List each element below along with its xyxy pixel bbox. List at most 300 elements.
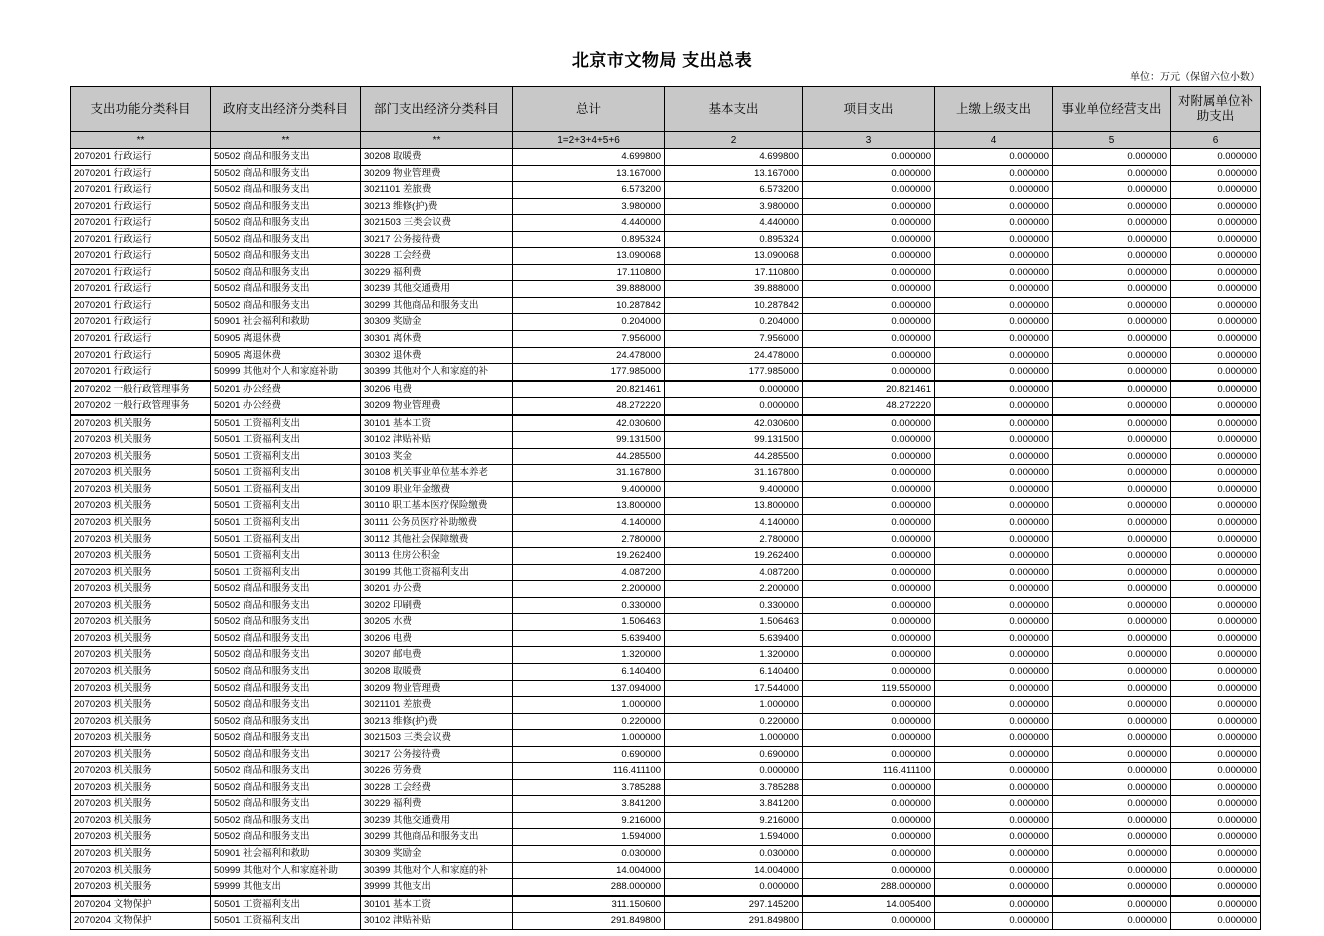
cell-amount: 1.000000 xyxy=(513,730,665,747)
cell-amount: 0.000000 xyxy=(803,182,935,199)
cell-amount: 0.000000 xyxy=(935,796,1053,813)
cell-amount: 0.000000 xyxy=(1053,862,1171,879)
cell-amount: 0.000000 xyxy=(803,465,935,482)
cell-category: 50502 商品和服务支出 xyxy=(211,248,361,265)
table-row xyxy=(71,896,1261,913)
cell-amount: 48.272220 xyxy=(803,398,935,415)
cell-amount: 13.090068 xyxy=(513,248,665,265)
cell-category: 30213 维修(护)费 xyxy=(361,198,513,215)
cell-amount: 3.980000 xyxy=(513,198,665,215)
cell-amount: 0.000000 xyxy=(803,198,935,215)
cell-category: 50502 商品和服务支出 xyxy=(211,215,361,232)
cell-amount: 0.000000 xyxy=(935,149,1053,166)
cell-amount: 0.000000 xyxy=(935,415,1053,432)
cell-amount: 0.000000 xyxy=(1171,481,1261,498)
cell-amount: 119.550000 xyxy=(803,680,935,697)
cell-amount: 0.330000 xyxy=(665,597,803,614)
cell-amount: 0.000000 xyxy=(1053,231,1171,248)
cell-amount: 0.000000 xyxy=(1171,248,1261,265)
cell-amount: 0.895324 xyxy=(665,231,803,248)
column-header: 事业单位经营支出 xyxy=(1053,87,1171,132)
cell-amount: 48.272220 xyxy=(513,398,665,415)
column-header: 支出功能分类科目 xyxy=(71,87,211,132)
cell-amount: 0.000000 xyxy=(935,564,1053,581)
cell-amount: 1.506463 xyxy=(665,614,803,631)
cell-amount: 0.000000 xyxy=(1053,448,1171,465)
cell-category: 50502 商品和服务支出 xyxy=(211,680,361,697)
cell-amount: 0.000000 xyxy=(1171,149,1261,166)
cell-amount: 0.000000 xyxy=(1053,746,1171,763)
cell-amount: 0.000000 xyxy=(803,630,935,647)
cell-amount: 0.000000 xyxy=(935,597,1053,614)
cell-category: 50201 办公经费 xyxy=(211,398,361,415)
cell-amount: 0.000000 xyxy=(803,862,935,879)
cell-amount: 0.000000 xyxy=(1053,564,1171,581)
cell-category: 50502 商品和服务支出 xyxy=(211,730,361,747)
cell-amount: 0.000000 xyxy=(803,231,935,248)
cell-category: 2070203 机关服务 xyxy=(71,415,211,432)
cell-amount: 0.000000 xyxy=(665,763,803,780)
cell-amount: 0.000000 xyxy=(1053,481,1171,498)
cell-amount: 0.000000 xyxy=(1053,630,1171,647)
cell-amount: 0.000000 xyxy=(1053,331,1171,348)
cell-amount: 0.000000 xyxy=(935,248,1053,265)
cell-category: 30113 住房公积金 xyxy=(361,548,513,565)
cell-amount: 0.000000 xyxy=(1053,581,1171,598)
cell-amount: 1.000000 xyxy=(513,697,665,714)
table-row xyxy=(71,862,1261,879)
cell-category: 50502 商品和服务支出 xyxy=(211,663,361,680)
cell-category: 30226 劳务费 xyxy=(361,763,513,780)
cell-category: 50502 商品和服务支出 xyxy=(211,297,361,314)
cell-category: 50502 商品和服务支出 xyxy=(211,231,361,248)
cell-amount: 10.287842 xyxy=(665,297,803,314)
cell-category: 50501 工资福利支出 xyxy=(211,564,361,581)
cell-amount: 0.000000 xyxy=(803,913,935,930)
cell-amount: 1.594000 xyxy=(665,829,803,846)
table-row xyxy=(71,697,1261,714)
cell-amount: 0.000000 xyxy=(803,347,935,364)
table-header-row-numbers xyxy=(71,132,1261,149)
cell-category: 2070203 机关服务 xyxy=(71,713,211,730)
cell-amount: 0.000000 xyxy=(1171,281,1261,298)
cell-category: 2070201 行政运行 xyxy=(71,297,211,314)
cell-amount: 10.287842 xyxy=(513,297,665,314)
cell-category: 50502 商品和服务支出 xyxy=(211,264,361,281)
cell-amount: 0.000000 xyxy=(935,481,1053,498)
cell-amount: 0.000000 xyxy=(1053,697,1171,714)
cell-amount: 0.000000 xyxy=(935,763,1053,780)
cell-category: 2070203 机关服务 xyxy=(71,763,211,780)
table-row xyxy=(71,779,1261,796)
cell-amount: 0.000000 xyxy=(803,713,935,730)
cell-category: 2070203 机关服务 xyxy=(71,614,211,631)
cell-amount: 0.000000 xyxy=(935,432,1053,449)
cell-category: 2070203 机关服务 xyxy=(71,597,211,614)
cell-amount: 0.000000 xyxy=(935,845,1053,862)
table-row xyxy=(71,331,1261,348)
cell-amount: 0.000000 xyxy=(1053,465,1171,482)
cell-amount: 288.000000 xyxy=(513,879,665,896)
table-row xyxy=(71,149,1261,166)
cell-amount: 13.800000 xyxy=(513,498,665,515)
cell-amount: 0.000000 xyxy=(1053,680,1171,697)
cell-amount: 0.000000 xyxy=(1171,381,1261,398)
cell-amount: 0.000000 xyxy=(1171,331,1261,348)
cell-category: 30309 奖励金 xyxy=(361,314,513,331)
table-row xyxy=(71,614,1261,631)
cell-amount: 20.821461 xyxy=(803,381,935,398)
cell-category: 50502 商品和服务支出 xyxy=(211,647,361,664)
cell-category: 50905 离退休费 xyxy=(211,347,361,364)
cell-category: 50501 工资福利支出 xyxy=(211,432,361,449)
cell-amount: 4.140000 xyxy=(513,515,665,532)
cell-amount: 99.131500 xyxy=(665,432,803,449)
cell-amount: 0.000000 xyxy=(1171,448,1261,465)
cell-category: 2070203 机关服务 xyxy=(71,796,211,813)
cell-amount: 0.000000 xyxy=(1053,215,1171,232)
cell-amount: 24.478000 xyxy=(513,347,665,364)
cell-amount: 0.000000 xyxy=(1171,548,1261,565)
cell-amount: 288.000000 xyxy=(803,879,935,896)
table-row xyxy=(71,564,1261,581)
cell-amount: 0.000000 xyxy=(1171,165,1261,182)
cell-amount: 7.956000 xyxy=(665,331,803,348)
cell-amount: 4.140000 xyxy=(665,515,803,532)
cell-amount: 0.000000 xyxy=(803,730,935,747)
cell-category: 30103 奖金 xyxy=(361,448,513,465)
cell-category: 30217 公务接待费 xyxy=(361,231,513,248)
cell-amount: 0.000000 xyxy=(1171,465,1261,482)
column-formula: 1=2+3+4+5+6 xyxy=(513,132,665,149)
cell-amount: 0.000000 xyxy=(803,415,935,432)
cell-category: 2070203 机关服务 xyxy=(71,663,211,680)
cell-amount: 0.000000 xyxy=(935,165,1053,182)
column-formula: ** xyxy=(71,132,211,149)
cell-amount: 0.000000 xyxy=(1053,364,1171,381)
cell-amount: 0.000000 xyxy=(935,879,1053,896)
cell-amount: 0.000000 xyxy=(1053,165,1171,182)
cell-amount: 0.000000 xyxy=(1171,297,1261,314)
cell-amount: 0.000000 xyxy=(1171,845,1261,862)
cell-category: 30201 办公费 xyxy=(361,581,513,598)
cell-category: 2070203 机关服务 xyxy=(71,829,211,846)
table-row xyxy=(71,879,1261,896)
cell-amount: 0.000000 xyxy=(1053,896,1171,913)
cell-category: 2070203 机关服务 xyxy=(71,680,211,697)
column-header: 上缴上级支出 xyxy=(935,87,1053,132)
column-header: 项目支出 xyxy=(803,87,935,132)
cell-amount: 0.000000 xyxy=(935,614,1053,631)
cell-amount: 0.000000 xyxy=(803,515,935,532)
cell-amount: 4.087200 xyxy=(665,564,803,581)
cell-category: 30109 职业年金缴费 xyxy=(361,481,513,498)
cell-category: 30208 取暖费 xyxy=(361,663,513,680)
cell-category: 3021101 差旅费 xyxy=(361,182,513,199)
cell-amount: 6.140400 xyxy=(665,663,803,680)
cell-amount: 6.573200 xyxy=(665,182,803,199)
cell-category: 2070203 机关服务 xyxy=(71,564,211,581)
cell-amount: 4.087200 xyxy=(513,564,665,581)
cell-category: 50901 社会福利和救助 xyxy=(211,845,361,862)
cell-amount: 0.000000 xyxy=(935,398,1053,415)
cell-amount: 2.780000 xyxy=(513,531,665,548)
cell-amount: 0.000000 xyxy=(935,182,1053,199)
cell-category: 2070203 机关服务 xyxy=(71,697,211,714)
table-row xyxy=(71,498,1261,515)
cell-category: 2070203 机关服务 xyxy=(71,432,211,449)
cell-amount: 116.411100 xyxy=(513,763,665,780)
cell-amount: 0.000000 xyxy=(1171,663,1261,680)
cell-amount: 0.000000 xyxy=(1171,680,1261,697)
cell-category: 2070203 机关服务 xyxy=(71,630,211,647)
cell-category: 50502 商品和服务支出 xyxy=(211,281,361,298)
cell-amount: 9.400000 xyxy=(665,481,803,498)
table-row xyxy=(71,465,1261,482)
page-title: 北京市文物局 支出总表 xyxy=(571,51,753,70)
cell-amount: 0.000000 xyxy=(935,581,1053,598)
cell-amount: 0.000000 xyxy=(665,398,803,415)
table-row xyxy=(71,812,1261,829)
cell-amount: 19.262400 xyxy=(513,548,665,565)
cell-category: 50502 商品和服务支出 xyxy=(211,165,361,182)
cell-category: 50901 社会福利和救助 xyxy=(211,314,361,331)
cell-amount: 0.000000 xyxy=(935,896,1053,913)
cell-category: 2070201 行政运行 xyxy=(71,149,211,166)
cell-amount: 17.110800 xyxy=(665,264,803,281)
cell-amount: 1.506463 xyxy=(513,614,665,631)
cell-category: 2070204 文物保护 xyxy=(71,896,211,913)
cell-category: 3021101 差旅费 xyxy=(361,697,513,714)
cell-category: 50905 离退休费 xyxy=(211,331,361,348)
cell-amount: 0.000000 xyxy=(803,432,935,449)
cell-amount: 1.320000 xyxy=(513,647,665,664)
cell-category: 30399 其他对个人和家庭的补 xyxy=(361,364,513,381)
cell-category: 50502 商品和服务支出 xyxy=(211,597,361,614)
cell-amount: 20.821461 xyxy=(513,381,665,398)
cell-amount: 0.000000 xyxy=(803,663,935,680)
cell-amount: 0.000000 xyxy=(803,297,935,314)
column-formula: 5 xyxy=(1053,132,1171,149)
cell-amount: 13.167000 xyxy=(513,165,665,182)
cell-amount: 3.785288 xyxy=(665,779,803,796)
table-row xyxy=(71,763,1261,780)
cell-amount: 0.000000 xyxy=(935,314,1053,331)
cell-category: 50501 工资福利支出 xyxy=(211,448,361,465)
table-row xyxy=(71,829,1261,846)
expenditure-table xyxy=(70,86,1261,930)
cell-amount: 0.000000 xyxy=(935,647,1053,664)
cell-category: 2070201 行政运行 xyxy=(71,264,211,281)
cell-category: 30309 奖励金 xyxy=(361,845,513,862)
cell-category: 3021503 三类会议费 xyxy=(361,730,513,747)
cell-amount: 44.285500 xyxy=(513,448,665,465)
cell-category: 30112 其他社会保障缴费 xyxy=(361,531,513,548)
cell-amount: 0.000000 xyxy=(935,465,1053,482)
cell-category: 50201 办公经费 xyxy=(211,381,361,398)
cell-amount: 3.980000 xyxy=(665,198,803,215)
cell-category: 30209 物业管理费 xyxy=(361,680,513,697)
cell-amount: 6.140400 xyxy=(513,663,665,680)
cell-category: 2070203 机关服务 xyxy=(71,879,211,896)
cell-amount: 0.000000 xyxy=(935,548,1053,565)
cell-amount: 0.000000 xyxy=(1171,812,1261,829)
cell-amount: 0.000000 xyxy=(803,448,935,465)
cell-category: 30239 其他交通费用 xyxy=(361,812,513,829)
cell-amount: 0.000000 xyxy=(1053,347,1171,364)
cell-amount: 0.000000 xyxy=(935,448,1053,465)
table-row xyxy=(71,264,1261,281)
cell-amount: 1.320000 xyxy=(665,647,803,664)
cell-category: 50501 工资福利支出 xyxy=(211,913,361,930)
cell-amount: 0.000000 xyxy=(1053,812,1171,829)
cell-amount: 5.639400 xyxy=(665,630,803,647)
cell-amount: 0.000000 xyxy=(1053,498,1171,515)
cell-amount: 0.000000 xyxy=(1171,198,1261,215)
cell-amount: 0.000000 xyxy=(1171,697,1261,714)
cell-amount: 0.000000 xyxy=(1053,763,1171,780)
cell-category: 2070203 机关服务 xyxy=(71,647,211,664)
cell-amount: 0.000000 xyxy=(803,697,935,714)
cell-amount: 0.000000 xyxy=(803,364,935,381)
table-row xyxy=(71,730,1261,747)
cell-category: 30217 公务接待费 xyxy=(361,746,513,763)
cell-category: 30207 邮电费 xyxy=(361,647,513,664)
cell-amount: 0.000000 xyxy=(803,498,935,515)
table-row xyxy=(71,314,1261,331)
cell-amount: 0.690000 xyxy=(513,746,665,763)
cell-category: 50502 商品和服务支出 xyxy=(211,581,361,598)
column-header: 政府支出经济分类科目 xyxy=(211,87,361,132)
cell-category: 30399 其他对个人和家庭的补 xyxy=(361,862,513,879)
cell-amount: 1.594000 xyxy=(513,829,665,846)
table-row xyxy=(71,913,1261,930)
cell-amount: 0.000000 xyxy=(935,231,1053,248)
cell-amount: 4.699800 xyxy=(513,149,665,166)
table-row xyxy=(71,515,1261,532)
cell-amount: 13.800000 xyxy=(665,498,803,515)
cell-category: 2070203 机关服务 xyxy=(71,448,211,465)
cell-category: 30229 福利费 xyxy=(361,796,513,813)
cell-amount: 0.000000 xyxy=(935,730,1053,747)
cell-amount: 0.000000 xyxy=(1053,845,1171,862)
cell-category: 30213 维修(护)费 xyxy=(361,713,513,730)
cell-category: 30110 职工基本医疗保险缴费 xyxy=(361,498,513,515)
cell-amount: 0.000000 xyxy=(803,647,935,664)
cell-amount: 0.000000 xyxy=(935,281,1053,298)
cell-amount: 0.000000 xyxy=(803,581,935,598)
cell-amount: 0.000000 xyxy=(803,746,935,763)
table-row xyxy=(71,531,1261,548)
cell-amount: 0.000000 xyxy=(1171,182,1261,199)
cell-amount: 0.000000 xyxy=(1171,564,1261,581)
cell-category: 30199 其他工资福利支出 xyxy=(361,564,513,581)
cell-amount: 0.000000 xyxy=(935,680,1053,697)
column-formula: ** xyxy=(361,132,513,149)
cell-amount: 0.000000 xyxy=(1053,829,1171,846)
cell-amount: 7.956000 xyxy=(513,331,665,348)
cell-amount: 1.000000 xyxy=(665,730,803,747)
cell-amount: 0.000000 xyxy=(1053,663,1171,680)
cell-amount: 0.000000 xyxy=(1053,297,1171,314)
cell-amount: 9.216000 xyxy=(513,812,665,829)
cell-amount: 0.000000 xyxy=(1053,548,1171,565)
cell-category: 50999 其他对个人和家庭补助 xyxy=(211,364,361,381)
cell-category: 2070203 机关服务 xyxy=(71,531,211,548)
cell-amount: 1.000000 xyxy=(665,697,803,714)
cell-amount: 0.000000 xyxy=(803,845,935,862)
cell-amount: 17.110800 xyxy=(513,264,665,281)
cell-amount: 0.000000 xyxy=(1053,531,1171,548)
table-row xyxy=(71,432,1261,449)
cell-category: 50502 商品和服务支出 xyxy=(211,812,361,829)
cell-category: 30205 水费 xyxy=(361,614,513,631)
cell-amount: 297.145200 xyxy=(665,896,803,913)
cell-category: 50502 商品和服务支出 xyxy=(211,198,361,215)
cell-amount: 0.000000 xyxy=(1053,614,1171,631)
cell-amount: 0.000000 xyxy=(1171,913,1261,930)
cell-category: 50501 工资福利支出 xyxy=(211,415,361,432)
cell-amount: 0.000000 xyxy=(803,829,935,846)
table-body xyxy=(71,149,1261,930)
cell-amount: 0.000000 xyxy=(935,264,1053,281)
cell-amount: 0.000000 xyxy=(1171,515,1261,532)
table-header-row-titles xyxy=(71,87,1261,132)
cell-amount: 0.000000 xyxy=(935,630,1053,647)
table-row xyxy=(71,680,1261,697)
cell-amount: 0.000000 xyxy=(1053,597,1171,614)
cell-category: 50502 商品和服务支出 xyxy=(211,614,361,631)
cell-category: 2070202 一般行政管理事务 xyxy=(71,398,211,415)
cell-amount: 0.220000 xyxy=(665,713,803,730)
cell-amount: 0.000000 xyxy=(803,281,935,298)
cell-category: 2070201 行政运行 xyxy=(71,331,211,348)
cell-category: 30101 基本工资 xyxy=(361,896,513,913)
cell-category: 2070201 行政运行 xyxy=(71,314,211,331)
cell-amount: 177.985000 xyxy=(513,364,665,381)
cell-category: 2070203 机关服务 xyxy=(71,481,211,498)
cell-amount: 0.000000 xyxy=(1171,896,1261,913)
cell-amount: 0.000000 xyxy=(1053,314,1171,331)
cell-amount: 0.000000 xyxy=(935,215,1053,232)
table-row xyxy=(71,448,1261,465)
cell-amount: 0.000000 xyxy=(1053,647,1171,664)
cell-category: 2070201 行政运行 xyxy=(71,281,211,298)
cell-category: 30111 公务员医疗补助缴费 xyxy=(361,515,513,532)
cell-amount: 0.030000 xyxy=(665,845,803,862)
cell-amount: 9.216000 xyxy=(665,812,803,829)
cell-amount: 0.000000 xyxy=(935,829,1053,846)
table-row xyxy=(71,647,1261,664)
cell-category: 30208 取暖费 xyxy=(361,149,513,166)
table-row xyxy=(71,381,1261,398)
cell-amount: 0.000000 xyxy=(1171,432,1261,449)
cell-category: 50502 商品和服务支出 xyxy=(211,779,361,796)
cell-amount: 5.639400 xyxy=(513,630,665,647)
table-row xyxy=(71,746,1261,763)
cell-amount: 17.544000 xyxy=(665,680,803,697)
table-row xyxy=(71,347,1261,364)
cell-amount: 0.000000 xyxy=(1171,796,1261,813)
cell-amount: 0.000000 xyxy=(1171,730,1261,747)
column-header: 总计 xyxy=(513,87,665,132)
cell-amount: 31.167800 xyxy=(513,465,665,482)
cell-amount: 4.440000 xyxy=(665,215,803,232)
cell-amount: 0.000000 xyxy=(1171,647,1261,664)
cell-amount: 14.004000 xyxy=(513,862,665,879)
cell-category: 30209 物业管理费 xyxy=(361,165,513,182)
cell-category: 30206 电费 xyxy=(361,381,513,398)
